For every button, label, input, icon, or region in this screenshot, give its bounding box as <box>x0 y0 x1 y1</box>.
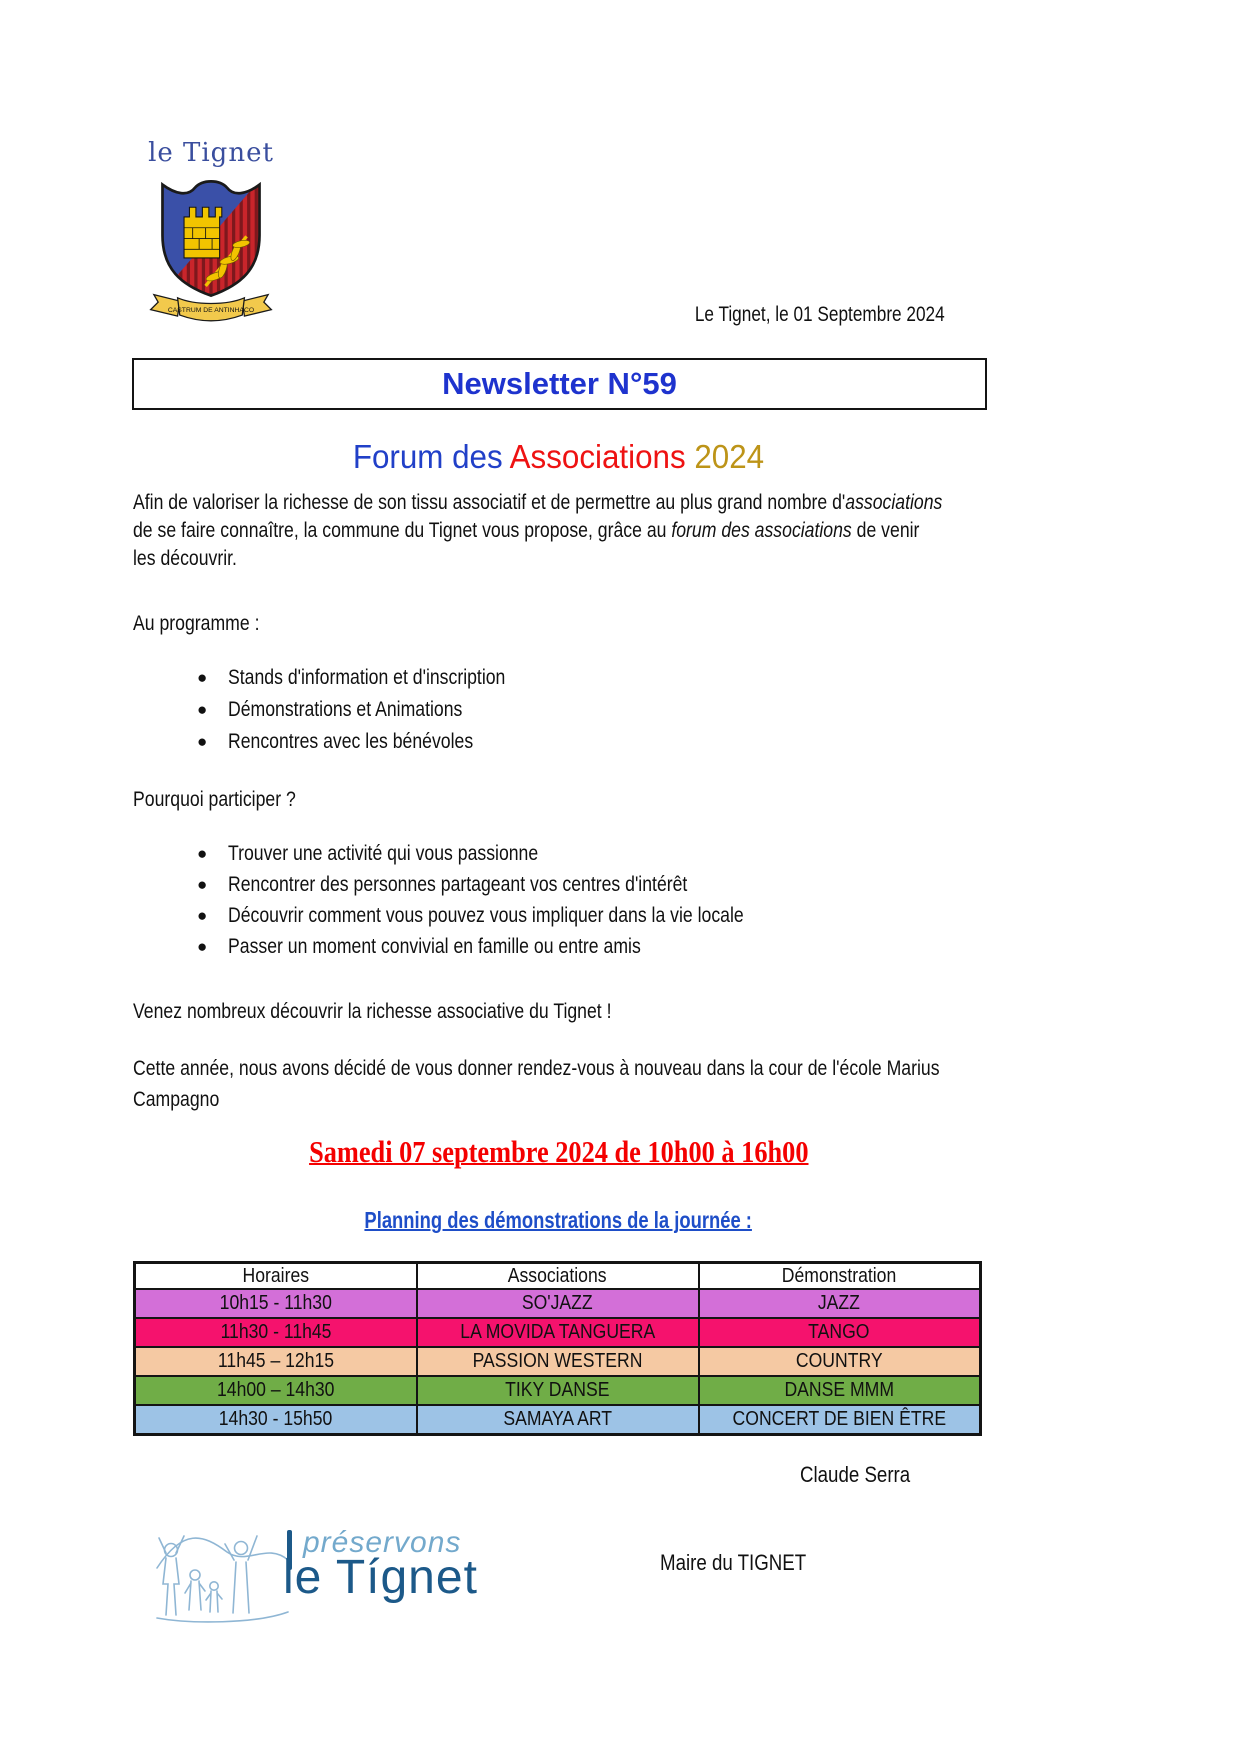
cette-annee-paragraph: Cette année, nous avons décidé de vous donner rendez-vous à nouveau dans la cour de l'école Marius Campagno <box>133 1057 940 1111</box>
forum-title-part2: Associations <box>509 438 695 475</box>
list-item: ● Découvrir comment vous pouvez vous impliquer dans la vie locale <box>197 904 744 927</box>
table-cell: TIKY DANSE <box>417 1376 699 1405</box>
signature-title: Maire du TIGNET <box>660 1550 807 1575</box>
table-header-cell: Horaires <box>135 1263 417 1290</box>
table-row <box>135 1347 981 1376</box>
table-cell: 14h30 - 15h50 <box>135 1405 417 1435</box>
list-item: ● Passer un moment convivial en famille ou entre amis <box>197 935 641 958</box>
forum-title-part1: Forum des <box>352 438 510 475</box>
forum-title <box>133 438 984 476</box>
event-headline: Samedi 07 septembre 2024 de 10h00 à 16h00 <box>308 1134 809 1169</box>
intro-paragraph: Afin de valoriser la richesse de son tissu associatif et de permettre au plus grand nombre d'associations de se faire connaître, la commune du Tignet vous propose, grâce au forum des associations de venir les découvrir. <box>133 491 943 570</box>
table-header-cell: Associations <box>417 1263 699 1290</box>
bullet-icon: ● <box>197 844 208 863</box>
table-cell: CONCERT DE BIEN ÊTRE <box>699 1405 981 1435</box>
schedule-header-row <box>135 1263 981 1290</box>
table-cell: COUNTRY <box>699 1347 981 1376</box>
venez-line: Venez nombreux découvrir la richesse associative du Tignet ! <box>133 1000 612 1023</box>
table-cell: SAMAYA ART <box>417 1405 699 1435</box>
table-cell: PASSION WESTERN <box>417 1347 699 1376</box>
table-cell: SO'JAZZ <box>417 1289 699 1318</box>
newsletter-title-box <box>132 358 987 410</box>
signature-name: Claude Serra <box>800 1462 911 1487</box>
table-cell: LA MOVIDA TANGUERA <box>417 1318 699 1347</box>
participer-list <box>133 842 842 966</box>
crest-banner <box>151 295 272 321</box>
table-cell: 10h15 - 11h30 <box>135 1289 417 1318</box>
table-row <box>135 1376 981 1405</box>
table-cell: TANGO <box>699 1318 981 1347</box>
list-item: ● Trouver une activité qui vous passionne <box>197 842 539 865</box>
crest-tower <box>184 207 222 258</box>
table-cell: 14h00 – 14h30 <box>135 1376 417 1405</box>
schedule-table <box>133 1261 982 1436</box>
table-cell: 11h45 – 12h15 <box>135 1347 417 1376</box>
newsletter-title: Newsletter N°59 <box>442 366 677 401</box>
table-cell: DANSE MMM <box>699 1376 981 1405</box>
bullet-icon: ● <box>197 732 208 751</box>
programme-label: Au programme : <box>133 612 260 635</box>
bullet-icon: ● <box>197 937 208 956</box>
logo-tagline: préservons <box>303 1526 462 1559</box>
list-item: ● Rencontres avec les bénévoles <box>197 730 474 753</box>
table-header-cell: Démonstration <box>699 1263 981 1290</box>
table-cell: 11h30 - 11h45 <box>135 1318 417 1347</box>
list-item: ● Stands d'information et d'inscription <box>197 666 506 689</box>
planning-heading: Planning des démonstrations de la journée : <box>364 1207 753 1233</box>
date-line: Le Tignet, le 01 Septembre 2024 <box>695 303 945 326</box>
bullet-icon: ● <box>197 875 208 894</box>
crest-title: le Tignet <box>148 138 274 168</box>
crest-banner-text: CASTRUM DE ANTINHACO <box>167 306 255 314</box>
table-row <box>135 1289 981 1318</box>
table-row <box>135 1405 981 1435</box>
logo-name: le Tígnet <box>283 1551 478 1604</box>
forum-title-part3: 2024 <box>694 438 765 475</box>
list-item: ● Démonstrations et Animations <box>197 698 463 721</box>
bullet-icon: ● <box>197 906 208 925</box>
list-item: ● Rencontrer des personnes partageant vos centres d'intérêt <box>197 873 688 896</box>
participer-label: Pourquoi participer ? <box>133 788 296 811</box>
schedule-table-body <box>135 1289 981 1435</box>
preservons-logo-drawing <box>155 1520 290 1630</box>
table-cell: JAZZ <box>699 1289 981 1318</box>
table-row <box>135 1318 981 1347</box>
commune-crest <box>130 176 292 328</box>
bullet-icon: ● <box>197 700 208 719</box>
preservons-logo <box>155 1520 555 1640</box>
programme-list <box>133 666 558 762</box>
bullet-icon: ● <box>197 668 208 687</box>
